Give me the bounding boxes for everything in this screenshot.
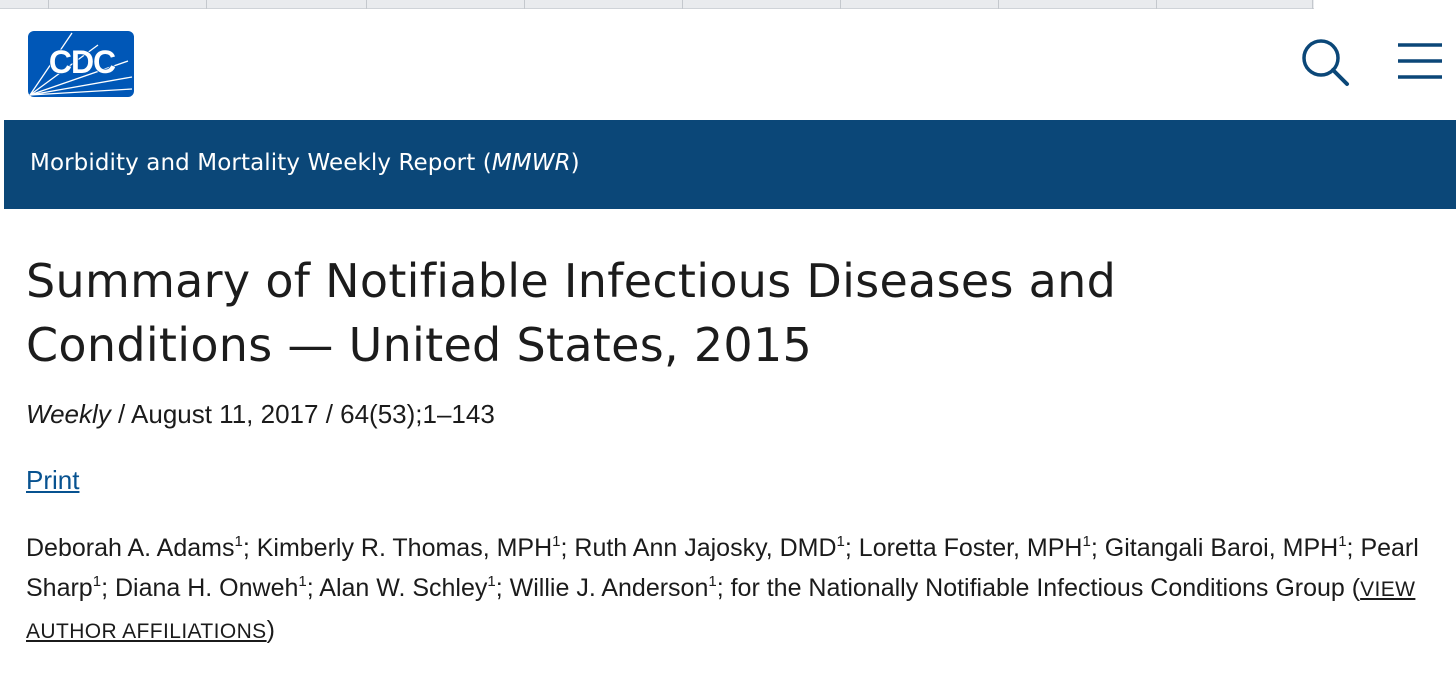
author-group-close: ): [266, 616, 275, 644]
banner-title-prefix: Morbidity and Mortality Weekly Report (: [30, 150, 492, 176]
author-affiliation-number: 1: [1082, 533, 1091, 550]
tab-separator: [1312, 0, 1313, 9]
author-separator: ;: [101, 574, 115, 602]
author-name: Loretta Foster, MPH: [858, 534, 1083, 562]
author-name: Ruth Ann Jajosky, DMD: [574, 534, 837, 562]
view-author-affiliations-link[interactable]: VIEW AUTHOR AFFILIATIONS: [26, 578, 1416, 643]
author-affiliation-number: 1: [298, 573, 307, 590]
author-list: [26, 528, 1426, 652]
author-affiliation-number: 1: [708, 573, 717, 590]
author-affiliation-number: 1: [234, 533, 243, 550]
svg-text:CDC: CDC: [48, 44, 116, 80]
banner-title-suffix: ): [570, 150, 580, 176]
author-separator: ;: [1090, 534, 1105, 562]
cdc-logo-icon: [28, 31, 134, 97]
article-date-volume: / August 11, 2017 / 64(53);1–143: [110, 399, 495, 429]
author-separator: ;: [716, 574, 731, 602]
author-name: Alan W. Schley: [319, 574, 488, 602]
active-browser-tab[interactable]: [1314, 0, 1456, 9]
article-title: Summary of Notifiable Infectious Diseases and Conditions — United States, 2015: [26, 254, 1117, 372]
tab-separator: [366, 0, 367, 9]
author-separator: ;: [1346, 534, 1361, 562]
author-affiliation-number: 1: [836, 533, 845, 550]
tab-separator: [682, 0, 683, 9]
mmwr-banner: [4, 120, 1456, 209]
search-icon: [1300, 37, 1352, 89]
author-name: Pearl Sharp: [26, 534, 1419, 602]
author-name: Diana H. Onweh: [114, 574, 299, 602]
author-affiliation-number: 1: [487, 573, 496, 590]
tab-separator: [48, 0, 49, 9]
site-header: [4, 9, 1456, 120]
cdc-logo[interactable]: [28, 31, 134, 97]
author-affiliation-number: 1: [92, 573, 102, 590]
author-affiliation-number: 1: [1338, 533, 1347, 550]
tab-separator: [206, 0, 207, 9]
menu-button[interactable]: [1396, 41, 1444, 83]
page: [4, 9, 1456, 681]
banner-title[interactable]: [30, 150, 580, 176]
author-affiliation-number: 1: [552, 533, 561, 550]
print-link[interactable]: Print: [26, 465, 80, 495]
search-button[interactable]: [1300, 37, 1352, 89]
author-separator: ;: [495, 574, 510, 602]
author-separator: ;: [560, 534, 575, 562]
author-name: Deborah A. Adams: [26, 534, 235, 562]
author-separator: ;: [844, 534, 859, 562]
author-name: Kimberly R. Thomas, MPH: [256, 534, 553, 562]
hamburger-menu-icon: [1396, 41, 1444, 83]
author-name: Willie J. Anderson: [509, 574, 709, 602]
author-group-text: for the Nationally Notifiable Infectious Conditions Group (: [730, 574, 1361, 602]
author-separator: ;: [306, 574, 320, 602]
tab-separator: [1156, 0, 1157, 9]
article-type: Weekly: [26, 399, 111, 429]
banner-title-abbr: MMWR: [491, 150, 571, 176]
tab-separator: [998, 0, 999, 9]
article-meta: [26, 399, 495, 430]
author-name: Gitangali Baroi, MPH: [1104, 534, 1339, 562]
browser-tab-strip: [0, 0, 1456, 9]
tab-separator: [524, 0, 525, 9]
author-separator: ;: [242, 534, 257, 562]
tab-separator: [840, 0, 841, 9]
